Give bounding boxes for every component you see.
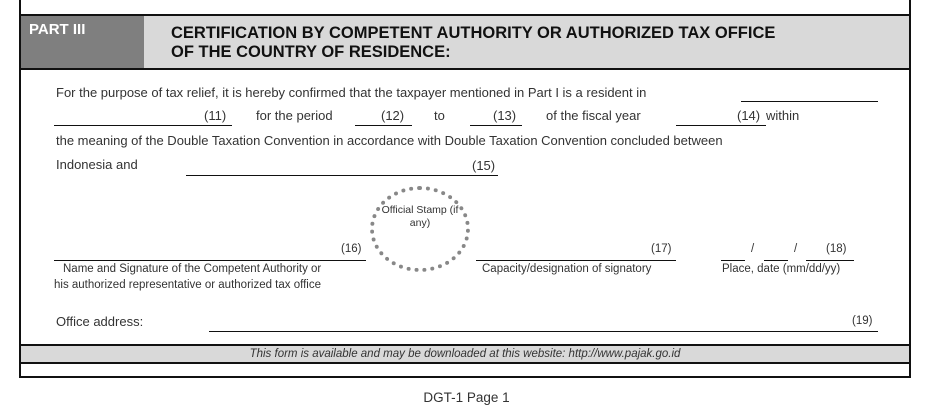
field-16-number: (16) — [341, 243, 362, 255]
field-11-line[interactable] — [54, 125, 232, 126]
date-month-line[interactable] — [721, 260, 745, 261]
field-11-number: (11) — [204, 108, 227, 123]
part-header — [21, 14, 909, 70]
section-title — [171, 24, 871, 62]
for-period-label: for the period — [256, 108, 333, 123]
signature-caption-line-1: Name and Signature of the Competent Authority or — [63, 263, 322, 275]
availability-text: This form is available and may be downloaded at this website: http://www.pajak.go.id — [249, 348, 681, 360]
official-stamp-circle — [370, 186, 470, 272]
country-of-residence-field[interactable] — [741, 101, 878, 102]
field-18-number: (18) — [826, 243, 847, 255]
field-14-line[interactable] — [676, 125, 766, 126]
field-12-line[interactable] — [355, 125, 412, 126]
date-slash-1: / — [751, 243, 755, 255]
resident-statement: For the purpose of tax relief, it is hereby confirmed that the taxpayer mentioned in Part I is a resident in — [56, 85, 647, 100]
section-title-line-1: CERTIFICATION BY COMPETENT AUTHORITY OR AUTHORIZED TAX OFFICE — [171, 24, 776, 42]
section-title-line-2: OF THE COUNTRY OF RESIDENCE: — [171, 43, 451, 61]
date-slash-2: / — [794, 243, 798, 255]
capacity-caption: Capacity/designation of signatory — [482, 263, 652, 275]
date-year-line[interactable] — [806, 260, 854, 261]
convention-statement: the meaning of the Double Taxation Convention in accordance with Double Taxation Convention concluded between — [56, 133, 723, 148]
field-15-number: (15) — [472, 158, 496, 173]
part-label: PART III — [21, 16, 144, 68]
capacity-line[interactable] — [476, 260, 676, 261]
field-17-number: (17) — [651, 243, 672, 255]
date-day-line[interactable] — [764, 260, 788, 261]
place-date-caption: Place, date (mm/dd/yy) — [722, 263, 841, 275]
signature-line[interactable] — [54, 260, 366, 261]
availability-bar — [21, 344, 909, 364]
fiscal-year-label: of the fiscal year — [546, 108, 641, 123]
signature-caption-line-2: his authorized representative or authorized tax office — [54, 279, 321, 291]
page-number: DGT-1 Page 1 — [423, 390, 510, 405]
office-address-label: Office address: — [56, 314, 144, 329]
field-13-line[interactable] — [470, 125, 522, 126]
official-stamp-text: Official Stamp (if any) — [381, 204, 459, 229]
form-bottom-border — [19, 376, 911, 378]
to-label: to — [434, 108, 445, 123]
field-13-number: (13) — [493, 108, 517, 123]
field-14-number: (14) — [737, 108, 761, 123]
within-label: within — [766, 108, 800, 123]
field-15-line[interactable] — [186, 175, 498, 176]
field-12-number: (12) — [381, 108, 405, 123]
field-19-number: (19) — [852, 315, 873, 327]
indonesia-and-label: Indonesia and — [56, 157, 138, 172]
office-address-line[interactable] — [209, 331, 878, 332]
